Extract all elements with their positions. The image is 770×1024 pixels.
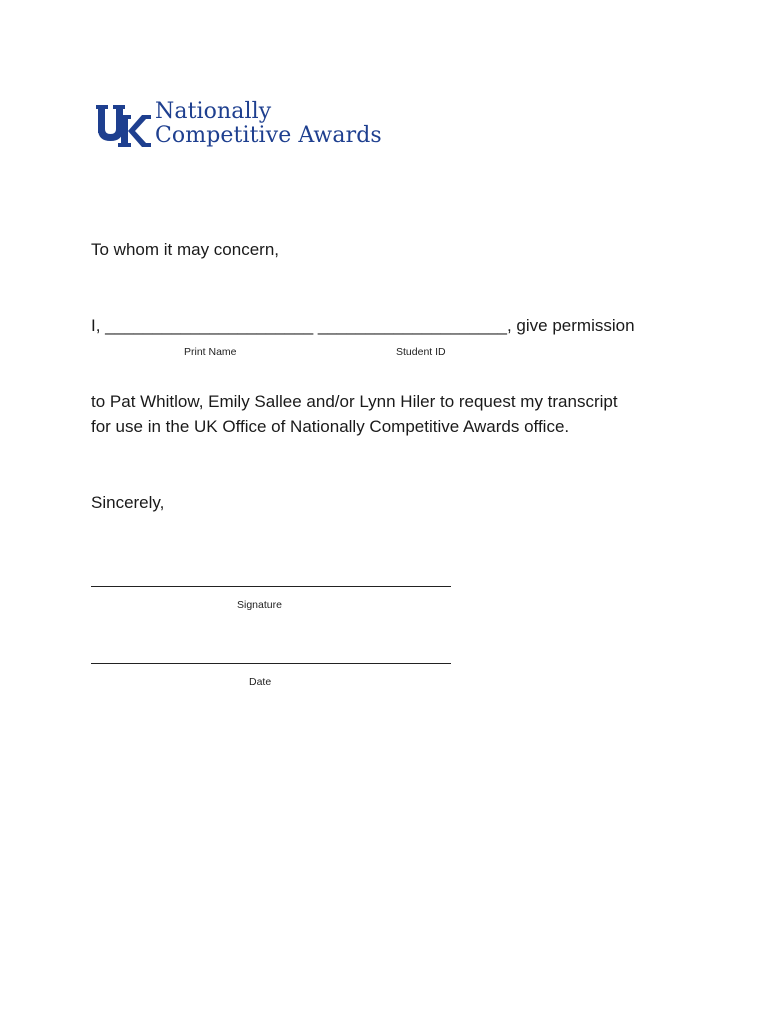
signature-line — [91, 586, 451, 587]
signature-label: Signature — [237, 599, 282, 611]
logo — [96, 98, 382, 150]
salutation: To whom it may concern, — [91, 240, 280, 259]
student-id-label: Student ID — [396, 346, 446, 358]
logo-line-2: Competitive Awards — [155, 123, 382, 148]
closing: Sincerely, — [91, 493, 165, 512]
logo-wordmark — [155, 100, 382, 148]
print-name-label: Print Name — [184, 346, 237, 358]
date-line — [91, 663, 451, 664]
permission-line: I, ______________________ ____________________, give permission — [91, 316, 635, 335]
date-label: Date — [249, 676, 272, 688]
body-line-1: to Pat Whitlow, Emily Sallee and/or Lynn Hiler to request my transcript — [91, 392, 618, 411]
uk-logo-icon — [96, 99, 152, 149]
body-line-2: for use in the UK Office of Nationally Competitive Awards office. — [91, 417, 570, 436]
logo-line-1: Nationally — [155, 99, 272, 124]
